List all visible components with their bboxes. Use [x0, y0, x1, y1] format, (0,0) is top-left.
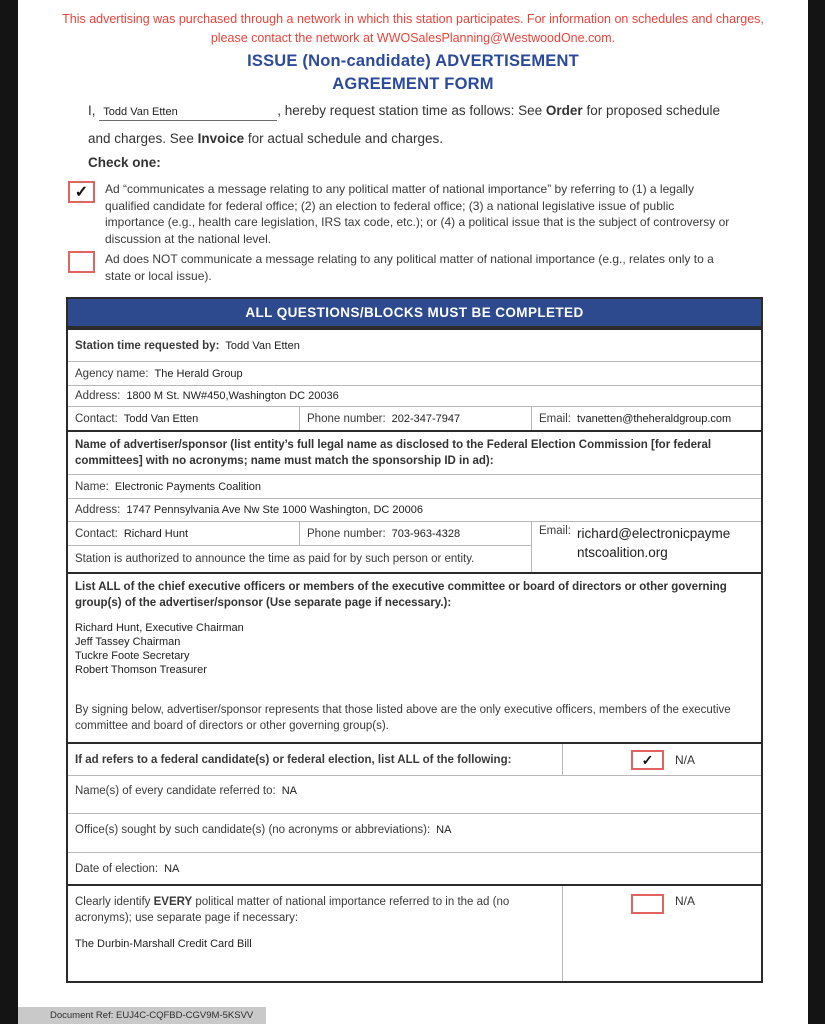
intro-end: for actual schedule and charges. — [244, 131, 443, 146]
officer-item: Tuckre Foote Secretary — [75, 650, 190, 662]
advertiser-phone-label: Phone number: — [307, 527, 386, 540]
federal-block — [68, 742, 761, 884]
agency-address-row — [68, 385, 761, 406]
election-date-row — [68, 852, 761, 884]
agency-email-label: Email: — [539, 412, 571, 425]
agreement-table — [66, 297, 763, 983]
not-national-checkbox[interactable] — [68, 251, 95, 273]
check-one-label: Check one: — [88, 155, 161, 170]
agency-phone-label: Phone number: — [307, 412, 386, 425]
advertiser-address-row — [68, 498, 761, 521]
document-ref-bar — [18, 1007, 266, 1024]
federal-header-cell — [68, 744, 562, 775]
offices-sought-value[interactable]: NA — [436, 824, 452, 836]
order-word: Order — [545, 103, 583, 118]
document-page — [18, 0, 808, 1024]
issue-block — [68, 884, 761, 981]
agency-phone-value[interactable]: 202-347-7947 — [391, 412, 461, 425]
not-national-text: Ad does NOT communicate a message relating to any political matter of national importance (e.g., relates only to a state or local issue). — [105, 252, 714, 283]
advertiser-block — [68, 430, 761, 572]
advertiser-name-label: Name: — [75, 480, 109, 493]
station-block — [68, 328, 761, 430]
issue-instruction — [75, 894, 548, 926]
advertiser-email-cell — [531, 522, 761, 572]
advertiser-phone-cell — [299, 522, 531, 545]
network-notice: This advertising was purchased through a network in which this station participates. For information on schedules and charges, please contact the network at WWOSalesPlanning@WestwoodOne.com. — [62, 12, 764, 46]
station-authorized-text: Station is authorized to announce the time as paid for by such person or entity. — [75, 553, 475, 565]
advertiser-address-label: Address: — [75, 504, 121, 516]
officers-body — [68, 621, 761, 742]
offices-sought-label: Office(s) sought by such candidate(s) (no acronyms or abbreviations): — [75, 824, 431, 836]
advertiser-contact-cell — [68, 522, 299, 545]
issue-text-post: political matter of national importance referred to in the ad (no acronyms); use separate page if necessary: — [75, 896, 510, 924]
candidate-names-row — [68, 775, 761, 813]
federal-header-row — [68, 744, 761, 775]
agency-address-value[interactable]: 1800 M St. NW#450,Washington DC 20036 — [126, 390, 339, 402]
agency-phone-cell — [299, 407, 531, 430]
advertiser-contact-label: Contact: — [75, 527, 118, 540]
agency-row — [68, 361, 761, 385]
issue-text-pre: Clearly identify — [75, 896, 154, 908]
agency-contact-cell — [68, 407, 299, 430]
agency-email-cell — [531, 407, 761, 430]
issue-text-bold: EVERY — [153, 896, 193, 908]
federal-na-label: N/A — [675, 752, 696, 767]
agency-email-value[interactable]: tvanetten@theheraldgroup.com — [576, 412, 732, 425]
invoice-word: Invoice — [197, 131, 245, 146]
form-title — [18, 50, 808, 96]
form-title-line2: AGREEMENT FORM — [332, 75, 494, 94]
issue-value[interactable]: The Durbin-Marshall Credit Card Bill — [75, 938, 252, 950]
advertiser-phone-value[interactable]: 703-963-4328 — [391, 527, 461, 540]
issue-na-label: N/A — [675, 894, 696, 908]
option-not-national — [68, 251, 730, 284]
advertiser-header: Name of advertiser/sponsor (list entity’s full legal name as disclosed to the Federal Election Commission [for federal committees] with no acronyms; name must match the sponsorship ID in ad): — [75, 439, 712, 467]
issue-text-cell — [68, 886, 562, 981]
station-authorized-row — [68, 545, 531, 572]
officer-item: Jeff Tassey Chairman — [75, 636, 181, 648]
document-ref-text: Document Ref: EUJ4C-CQFBD-CGV9M-5KSVV — [50, 1010, 254, 1021]
officers-list[interactable] — [75, 621, 753, 677]
agency-contact-value[interactable]: Todd Van Etten — [123, 412, 199, 425]
table-banner: ALL QUESTIONS/BLOCKS MUST BE COMPLETED — [68, 299, 761, 328]
national-importance-checkbox[interactable]: ✓ — [68, 181, 95, 203]
federal-na-cell — [562, 744, 761, 775]
federal-na-checkbox[interactable]: ✓ — [631, 750, 664, 770]
officer-item: Richard Hunt, Executive Chairman — [75, 622, 244, 634]
advertiser-email-value[interactable]: richard@electronicpaymentscoalition.org — [576, 526, 731, 560]
form-title-line1: ISSUE (Non-candidate) ADVERTISEMENT — [247, 52, 579, 70]
by-signing-text: By signing below, advertiser/sponsor represents that those listed above are the only executive officers, members of the executive committee and board of directors or other governing group(s). — [75, 704, 731, 732]
option-national-importance — [68, 181, 730, 247]
issue-na-checkbox[interactable] — [631, 894, 664, 914]
agency-contact-label: Contact: — [75, 412, 118, 425]
advertiser-contact-row — [68, 521, 761, 572]
officers-header: List ALL of the chief executive officers or members of the executive committee or board of directors or other governing group(s) of the advertiser/sponsor (Use separate page if necessary.): — [75, 581, 727, 609]
advertiser-contact-value[interactable]: Richard Hunt — [123, 527, 189, 540]
intro-mid: for proposed schedule and charges. See — [88, 103, 721, 146]
agency-label: Agency name: — [75, 367, 149, 380]
issue-na-cell — [562, 886, 761, 981]
offices-sought-row — [68, 813, 761, 852]
advertiser-address-value[interactable]: 1747 Pennsylvania Ave Nw Ste 1000 Washington, DC 20006 — [126, 504, 423, 516]
intro-paragraph — [88, 97, 740, 153]
advertiser-name-row — [68, 474, 761, 498]
advertiser-email-label: Email: — [539, 525, 571, 537]
officers-block — [68, 572, 761, 742]
requestor-name-field[interactable]: Todd Van Etten — [99, 105, 277, 121]
station-time-label: Station time requested by: — [75, 339, 220, 352]
officer-item: Robert Thomson Treasurer — [75, 664, 207, 676]
election-date-value[interactable]: NA — [164, 862, 180, 875]
station-time-value[interactable]: Todd Van Etten — [225, 339, 300, 352]
agency-address-label: Address: — [75, 390, 121, 402]
agency-contact-row — [68, 406, 761, 430]
intro-prefix: I, — [88, 103, 96, 118]
agency-value[interactable]: The Herald Group — [154, 367, 243, 380]
election-date-label: Date of election: — [75, 862, 159, 875]
advertiser-name-value[interactable]: Electronic Payments Coalition — [114, 480, 261, 493]
station-time-row — [68, 330, 761, 361]
candidate-names-label: Name(s) of every candidate referred to: — [75, 785, 276, 797]
intro-after-name: , hereby request station time as follows: See — [277, 103, 546, 118]
federal-header-text: If ad refers to a federal candidate(s) or federal election, list ALL of the following: — [75, 753, 512, 766]
candidate-names-value[interactable]: NA — [281, 785, 297, 797]
national-importance-text: Ad “communicates a message relating to any political matter of national importance” by referring to (1) a legally qualified candidate for federal office; (2) an election to federal office; (3) a national legislative issue of public importance (e.g., health care legislation, IRS tax code, etc.); or (4) a political issue that is the subject of controversy or discussion at the national level. — [105, 182, 730, 246]
